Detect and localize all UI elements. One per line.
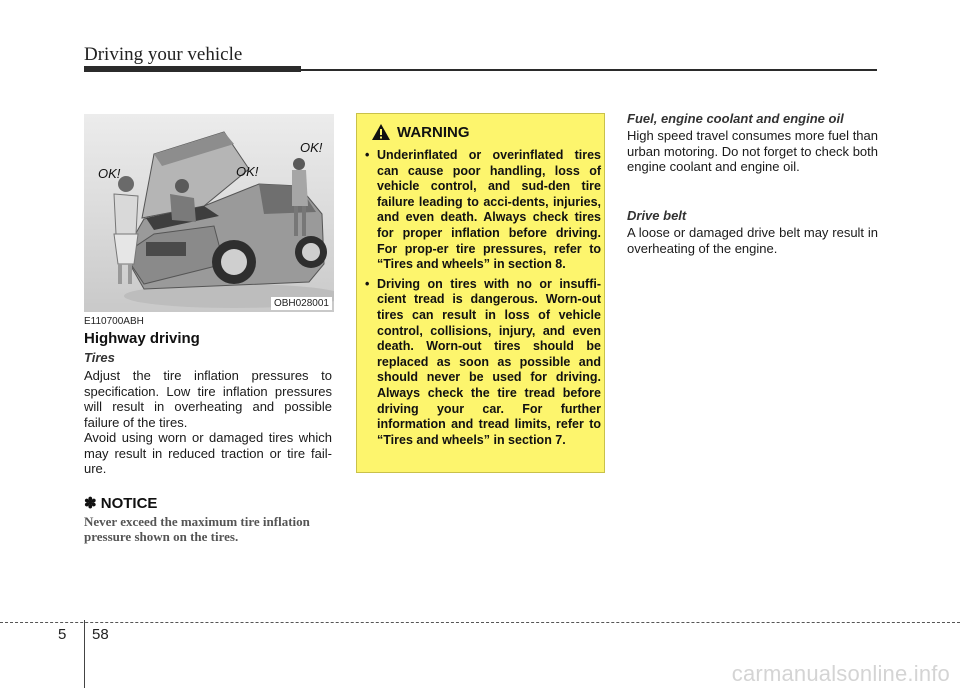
belt-subtitle: Drive belt <box>627 208 687 223</box>
tires-paragraph-2: Avoid using worn or damaged tires which may result in reduced traction or tire fail-ure. <box>84 430 332 476</box>
belt-text: A loose or damaged drive belt may result in overheating of the engine. <box>627 225 878 256</box>
warning-title: WARNING <box>397 123 470 141</box>
footer-dashed-rule <box>0 622 960 623</box>
section-title: Highway driving <box>84 330 200 347</box>
ok-label-left: OK! <box>98 166 121 181</box>
footer-vertical-rule <box>84 620 85 688</box>
fuel-subtitle: Fuel, engine coolant and engine oil <box>627 111 844 126</box>
warning-item: • Underinflated or overinflated tires can cause poor handling, loss of vehicle control, and sud-den tire failure leading to acci-dents, injuries, and even death. Always check tires for proper inflation before driving. For prop-er tire pressures, refer to “Tires and wheels” in section 8. <box>365 148 601 272</box>
warning-item: • Driving on tires with no or insuffi-cient tread is dangerous. Worn-out tires can result in loss of vehicle control, collisions, injury, and even death. Worn-out tires should be replaced as soon as possible and should never be used for driving. Always check the tire tread before driving your car. For further information and tread limits, refer to “Tires and wheels” in section 7. <box>365 276 601 447</box>
figure-caption: OBH028001 <box>271 297 332 310</box>
watermark-text: carmanualsonline.info <box>731 661 950 686</box>
ok-label-right: OK! <box>300 140 323 155</box>
fuel-text: High speed travel consumes more fuel than urban motoring. Do not forget to check both engine coolant and engine oil. <box>627 128 878 174</box>
tires-subtitle: Tires <box>84 350 115 365</box>
header-title: Driving your vehicle <box>84 44 243 65</box>
warning-list <box>365 148 601 452</box>
notice-title: ✽ NOTICE <box>84 495 158 512</box>
warning-header <box>371 123 470 141</box>
ok-label-center: OK! <box>236 164 259 179</box>
header-rule-thick <box>84 66 301 72</box>
section-code: E110700ABH <box>84 316 144 327</box>
car-illustration <box>84 114 334 312</box>
tires-paragraph-1: Adjust the tire inflation pressures to specification. Low tire inflation pressures will result in overheating and possible failure of the tires. <box>84 368 332 430</box>
car-drawing <box>84 114 334 312</box>
header-rule-thin <box>301 69 877 71</box>
page-number: 58 <box>92 626 109 643</box>
warning-box <box>356 113 605 473</box>
section-number: 5 <box>58 626 67 643</box>
notice-text: Never exceed the maximum tire inflation pressure shown on the tires. <box>84 514 310 544</box>
warning-triangle-icon <box>371 123 391 141</box>
